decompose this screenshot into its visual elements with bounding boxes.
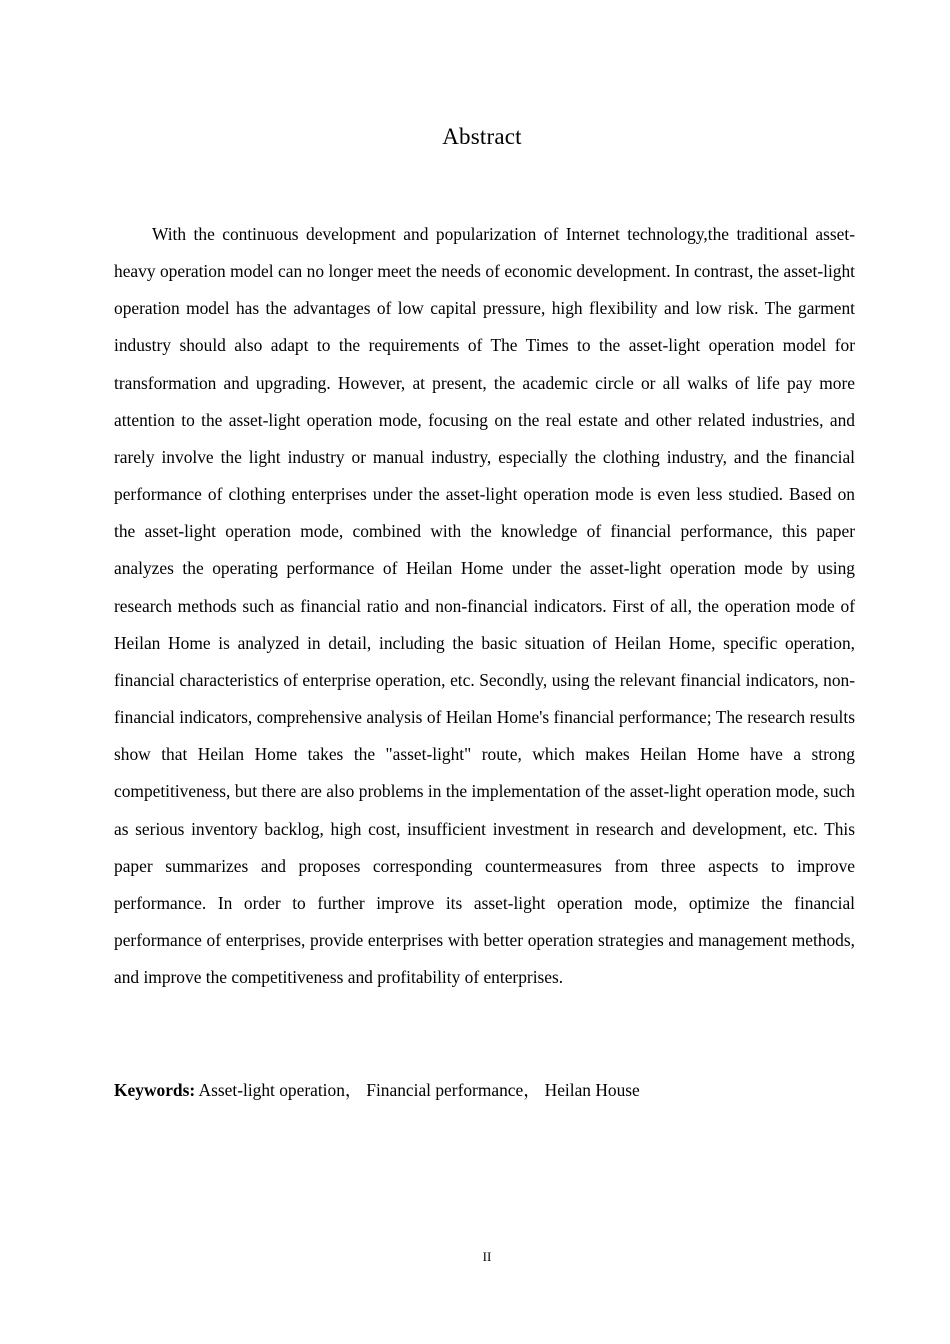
keywords-line (114, 1076, 855, 1104)
keyword-item: Asset-light operation (198, 1080, 345, 1100)
keyword-separator: ， (523, 1080, 541, 1100)
keyword-item: Heilan House (544, 1080, 640, 1100)
keywords-label: Keywords: (114, 1080, 196, 1100)
abstract-title: Abstract (442, 124, 522, 149)
abstract-body-text: With the continuous development and popularization of Internet technology,the traditional asset-heavy operation model can no longer meet the needs of economic development. In contrast, the asset-light operation model has the advantages of low capital pressure, high flexibility and low risk. The garment industry should also adapt to the requirements of The Times to the asset-light operation model for transformation and upgrading. However, at present, the academic circle or all walks of life pay more attention to the asset-light operation mode, focusing on the real estate and other related industries, and rarely involve the light industry or manual industry, especially the clothing industry, and the financial performance of clothing enterprises under the asset-light operation mode is even less studied. Based on the asset-light operation mode, combined with the knowledge of financial performance, this paper analyzes the operating performance of Heilan Home under the asset-light operation mode by using research methods such as financial ratio and non-financial indicators. First of all, the operation mode of Heilan Home is analyzed in detail, including the basic situation of Heilan Home, specific operation, financial characteristics of enterprise operation, etc. Secondly, using the relevant financial indicators, non-financial indicators, comprehensive analysis of Heilan Home's financial performance; The research results show that Heilan Home takes the "asset-light" route, which makes Heilan Home have a strong competitiveness, but there are also problems in the implementation of the asset-light operation mode, such as serious inventory backlog, high cost, insufficient investment in research and development, etc. This paper summarizes and proposes corresponding countermeasures from three aspects to improve performance. In order to further improve its asset-light operation mode, optimize the financial performance of enterprises, provide enterprises with better operation strategies and management methods, and improve the competitiveness and profitability of enterprises. (114, 224, 855, 988)
page-number: II (482, 1249, 492, 1264)
keyword-separator: ， (344, 1080, 363, 1100)
keyword-item: Financial performance (366, 1080, 524, 1100)
